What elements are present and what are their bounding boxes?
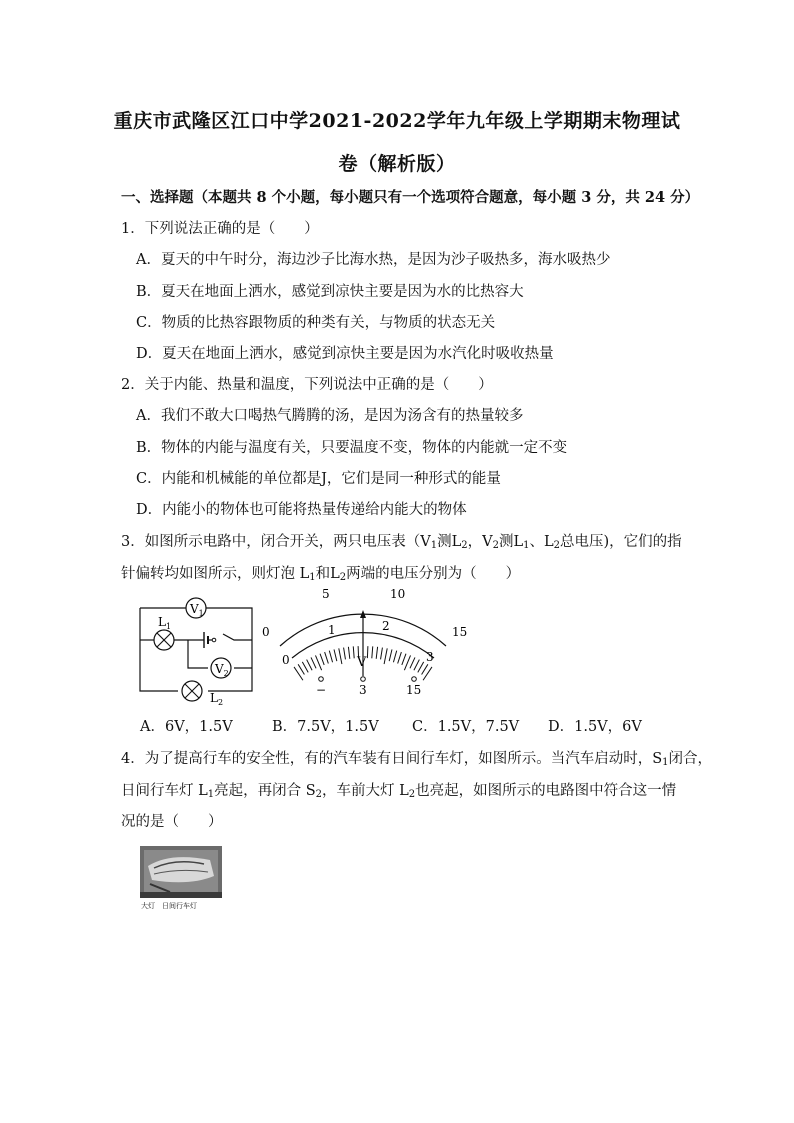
question-4-line1: 4．为了提高行车的安全性，有的汽车装有日间行车灯，如图所示。当汽车启动时，$S_1$闭合， — [121, 751, 713, 768]
svg-text:L1: $L_1$ — [158, 615, 172, 631]
dial-tick — [334, 649, 337, 661]
dial-tick — [414, 660, 419, 671]
dial-tick — [294, 667, 303, 680]
page-title-line2: 卷（解析版） — [338, 153, 456, 175]
outer-tick-10: 10 — [390, 587, 406, 601]
question-1-option-a: A．夏天的中午时分，海边沙子比海水热，是因为沙子吸热多，海水吸热少 — [136, 252, 611, 268]
question-1-option-c: C．物质的比热容跟物质的种类有关，与物质的状态无关 — [136, 315, 496, 331]
dial-tick — [344, 648, 346, 660]
question-4-line3: 况的是（ ） — [121, 814, 223, 830]
photo-caption: 大灯 日间行车灯 — [141, 902, 197, 910]
inner-tick-2: 2 — [382, 619, 390, 633]
question-2-option-a: A．我们不敢大口喝热气腾腾的汤，是因为汤含有的热量较多 — [136, 408, 524, 424]
dial-tick — [353, 646, 354, 658]
inner-tick-1: 1 — [328, 623, 336, 637]
terminal-negative: − — [316, 683, 327, 697]
dial-tick — [389, 649, 392, 661]
question-4-line2: 日间行车灯 $L_1$亮起，再闭合 $S_2$，车前大灯 $L_2$也亮起，如图所示的电路图中符合这一情 — [121, 783, 677, 800]
question-2-option-d: D．内能小的物体也可能将热量传递给内能大的物体 — [136, 502, 467, 518]
dial-tick — [410, 657, 415, 668]
question-3-answer-d: D．1.5V，6V — [548, 719, 642, 735]
question-3-stem-line2: 针偏转均如图所示，则灯泡 $L_1$和$L_2$两端的电压分别为（ ） — [121, 566, 521, 583]
dial-tick — [339, 648, 342, 664]
dial-tick — [423, 667, 432, 680]
svg-text:V2: $V_2$ — [215, 662, 229, 678]
dial-tick — [311, 657, 316, 668]
question-3-answer-c: C．1.5V，7.5V — [412, 719, 520, 735]
dial-tick — [320, 654, 324, 665]
dial-tick — [422, 664, 428, 674]
dial-tick — [302, 662, 308, 672]
circuit-diagram — [130, 596, 260, 707]
dial-tick — [298, 664, 304, 674]
dial-tick — [398, 652, 402, 663]
question-2-option-b: B．物体的内能与温度有关，只要温度不变，物体的内能就一定不变 — [136, 440, 568, 456]
dial-tick — [329, 651, 332, 663]
inner-tick-3: 3 — [426, 650, 434, 664]
question-2-stem: 2．关于内能、热量和温度，下列说法中正确的是（ ） — [121, 377, 493, 393]
outer-tick-5: 5 — [322, 587, 330, 601]
question-1-option-d: D．夏天在地面上洒水，感觉到凉快主要是因为水汽化时吸收热量 — [136, 346, 554, 362]
dial-tick — [376, 647, 377, 659]
inner-tick-0: 0 — [282, 653, 290, 667]
voltmeter-dial — [256, 586, 470, 698]
lamp-l2-icon — [182, 681, 202, 701]
page-title-line1: 重庆市武隆区江口中学2021-2022学年九年级上学期期末物理试 — [113, 110, 681, 132]
dial-tick — [381, 648, 383, 660]
question-3-answer-a: A．6V，1.5V — [140, 719, 233, 735]
svg-text:L2: $L_2$ — [210, 691, 224, 707]
dial-tick — [372, 646, 373, 658]
section-heading: 一、选择题（本题共 8 个小题，每小题只有一个选项符合题意，每小题 3 分，共 24 分） — [121, 189, 700, 206]
question-1-stem: 1．下列说法正确的是（ ） — [121, 221, 319, 237]
dial-tick — [307, 660, 312, 671]
outer-tick-0: 0 — [262, 625, 270, 639]
dial-tick — [348, 647, 349, 659]
dial-tick — [325, 652, 329, 663]
dial-tick — [402, 654, 406, 665]
question-3-stem-line1: 3．如图所示电路中，闭合开关，两只电压表（$V_1$测$L_2$，$V_2$测$L_1$、$L_2$总电压)，它们的指 — [121, 534, 682, 551]
question-3-answer-b: B．7.5V，1.5V — [272, 719, 379, 735]
lamp-l1-icon — [154, 630, 174, 650]
dial-tick — [418, 662, 424, 672]
dial-tick — [384, 648, 387, 664]
outer-tick-15: 15 — [452, 625, 468, 639]
terminal-15: 15 — [406, 683, 422, 697]
svg-text:V1: $V_1$ — [190, 602, 204, 618]
dial-tick — [393, 651, 396, 663]
question-1-option-b: B．夏天在地面上洒水，感觉到凉快主要是因为水的比热容大 — [136, 284, 524, 300]
car-daytime-light-photo — [140, 846, 222, 910]
meter-unit: V — [357, 655, 367, 670]
terminal-3: 3 — [359, 683, 367, 697]
question-2-option-c: C．内能和机械能的单位都是J，它们是同一种形式的能量 — [136, 471, 501, 487]
